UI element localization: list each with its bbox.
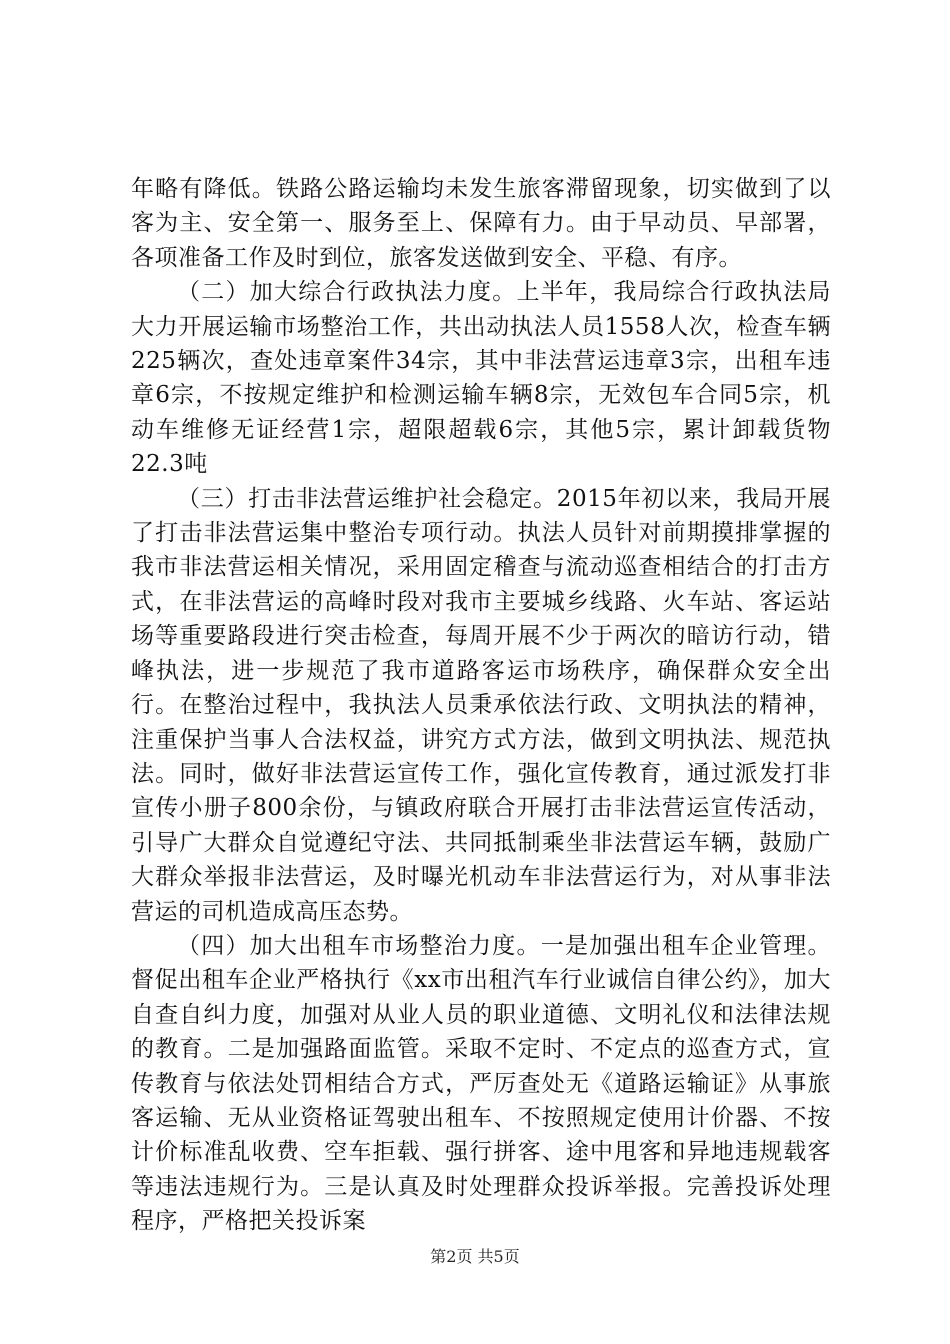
- paragraph-2: （二）加大综合行政执法力度。上半年，我局综合行政执法局大力开展运输市场整治工作，共出动执法人员1558人次，检查车辆225辆次，查处违章案件34宗，其中非法营运违章3宗，出租车违章6宗，不按规定维护和检测运输车辆8宗，无效包车合同5宗，机动车维修无证经营1宗，超限超载6宗，其他5宗，累计卸载货物22.3吨: [131, 279, 831, 478]
- paragraph-1: 年略有降低。铁路公路运输均未发生旅客滞留现象，切实做到了以客为主、安全第一、服务至上、保障有力。由于早动员、早部署，各项准备工作及时到位，旅客发送做到安全、平稳、有序。: [131, 176, 831, 271]
- page-number-footer: 第2页 共5页: [430, 1247, 520, 1266]
- paragraph-4: （四）加大出租车市场整治力度。一是加强出租车企业管理。督促出租车企业严格执行《xx市出租汽车行业诚信自律公约》，加大自查自纠力度，加强对从业人员的职业道德、文明礼仪和法律法规的教育。二是加强路面监管。采取不定时、不定点的巡查方式，宣传教育与依法处罚相结合方式，严厉查处无《道路运输证》从事旅客运输、无从业资格证驾驶出租车、不按照规定使用计价器、不按计价标准乱收费、空车拒载、强行拼客、途中甩客和异地违规载客等违法违规行为。三是认真及时处理群众投诉举报。完善投诉处理程序，严格把关投诉案: [131, 932, 831, 1235]
- paragraph-3: （三）打击非法营运维护社会稳定。2015年初以来，我局开展了打击非法营运集中整治专项行动。执法人员针对前期摸排掌握的我市非法营运相关情况，采用固定稽查与流动巡查相结合的打击方式，在非法营运的高峰时段对我市主要城乡线路、火车站、客运站场等重要路段进行突击检查，每周开展不少于两次的暗访行动，错峰执法，进一步规范了我市道路客运市场秩序，确保群众安全出行。在整治过程中，我执法人员秉承依法行政、文明执法的精神，注重保护当事人合法权益，讲究方式方法，做到文明执法、规范执法。同时，做好非法营运宣传工作，强化宣传教育，通过派发打非宣传小册子800余份，与镇政府联合开展打击非法营运宣传活动，引导广大群众自觉遵纪守法、共同抵制乘坐非法营运车辆，鼓励广大群众举报非法营运，及时曝光机动车非法营运行为，对从事非法营运的司机造成高压态势。: [131, 485, 831, 925]
- body-text: [131, 172, 831, 1239]
